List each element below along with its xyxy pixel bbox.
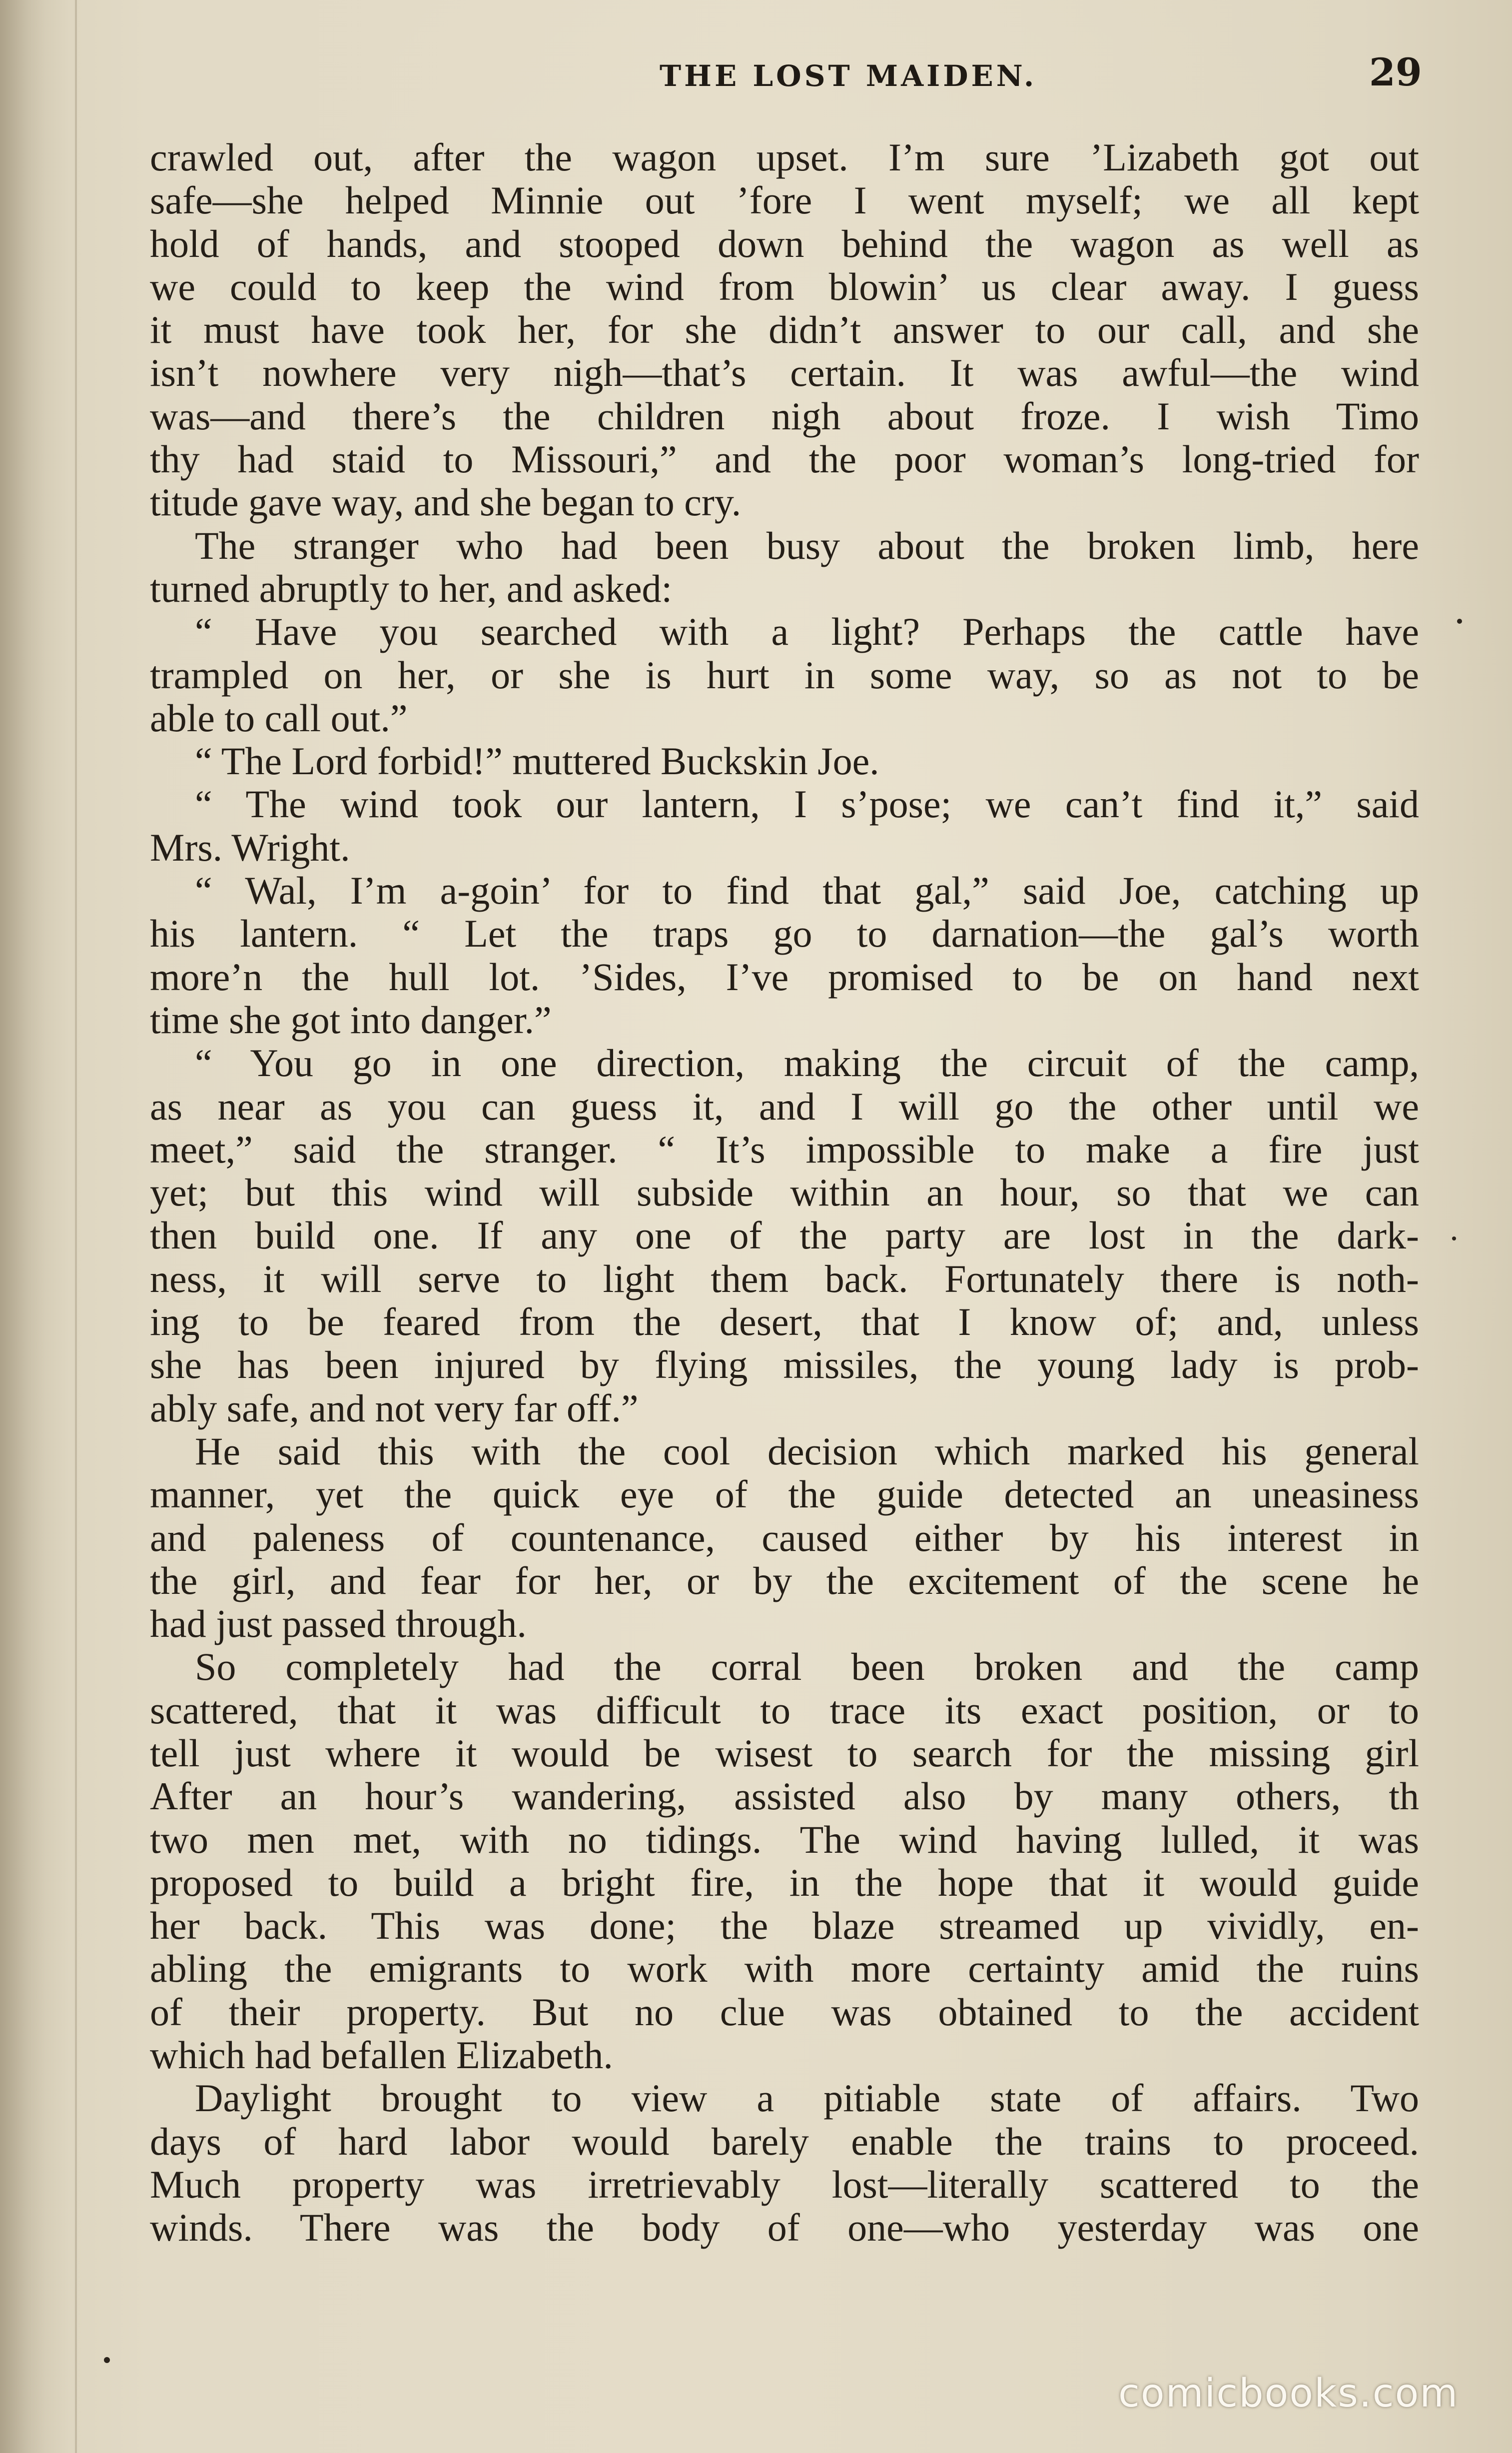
text-line: two men met, with no tidings. The wind having lulled, it was: [150, 1817, 1419, 1861]
text-line: titude gave way, and she began to cry.: [150, 480, 742, 524]
text-line: “ Wal, I’m a-goin’ for to find that gal,” said Joe, catching up: [195, 869, 1419, 913]
text-line: her back. This was done; the blaze streamed up vividly, en-: [150, 1904, 1419, 1948]
text-line: isn’t nowhere very nigh—that’s certain. It was awful—the wind: [150, 351, 1419, 395]
binding-shadow: [0, 0, 70, 2453]
page-fold: [75, 0, 77, 2453]
text-line: The stranger who had been busy about the broken limb, here: [195, 523, 1419, 567]
running-head: THE LOST MAIDEN.: [660, 59, 1037, 93]
text-line: yet; but this wind will subside within an hour, so that we can: [150, 1171, 1419, 1215]
ink-speck: [104, 2357, 110, 2363]
text-line: then build one. If any one of the party are lost in the dark-: [150, 1214, 1419, 1257]
text-line: After an hour’s wandering, assisted also by many others, th: [150, 1774, 1419, 1818]
text-line: able to call out.”: [150, 696, 408, 740]
text-line: as near as you can guess it, and I will go the other until we: [150, 1084, 1419, 1128]
text-line: turned abruptly to her, and asked:: [150, 566, 673, 610]
text-line: his lantern. “ Let the traps go to darnation—the gal’s worth: [150, 912, 1419, 956]
body-text: [150, 136, 1419, 2250]
watermark-logo: comicbooks.com: [1118, 2371, 1459, 2416]
text-line: hold of hands, and stooped down behind the wagon as well as: [150, 221, 1419, 265]
text-line: safe—she helped Minnie out ’fore I went myself; we all kept: [150, 178, 1419, 222]
text-line: “ The Lord forbid!” muttered Buckskin Joe.: [195, 739, 879, 783]
text-line: meet,” said the stranger. “ It’s impossible to make a fire just: [150, 1127, 1419, 1171]
text-line: proposed to build a bright fire, in the hope that it would guide: [150, 1860, 1419, 1904]
ink-speck: [1457, 619, 1462, 624]
text-line: winds. There was the body of one—who yesterday was one: [150, 2206, 1419, 2250]
text-line: “ The wind took our lantern, I s’pose; we can’t find it,” said: [195, 782, 1419, 826]
text-line: it must have took her, for she didn’t answer to our call, and she: [150, 308, 1419, 352]
text-line: thy had staid to Missouri,” and the poor woman’s long-tried for: [150, 437, 1419, 481]
text-line: manner, yet the quick eye of the guide detected an uneasiness: [150, 1472, 1419, 1516]
text-line: abling the emigrants to work with more certainty amid the ruins: [150, 1947, 1419, 1991]
text-line: ness, it will serve to light them back. Fortunately there is noth-: [150, 1256, 1419, 1300]
text-line: had just passed through.: [150, 1602, 527, 1646]
text-line: was—and there’s the children nigh about froze. I wish Timo: [150, 394, 1419, 438]
text-line: more’n the hull lot. ’Sides, I’ve promised to be on hand next: [150, 955, 1419, 999]
text-line: which had befallen Elizabeth.: [150, 2033, 613, 2077]
text-line: “ Have you searched with a light? Perhaps the cattle have: [195, 610, 1419, 654]
text-line: Much property was irretrievably lost—literally scattered to the: [150, 2162, 1419, 2206]
text-line: Mrs. Wright.: [150, 825, 350, 869]
text-line: trampled on her, or she is hurt in some way, so as not to be: [150, 653, 1419, 697]
text-line: days of hard labor would barely enable the trains to proceed.: [150, 2119, 1419, 2163]
text-line: crawled out, after the wagon upset. I’m sure ’Lizabeth got out: [150, 135, 1419, 179]
text-line: we could to keep the wind from blowin’ us clear away. I guess: [150, 264, 1419, 308]
text-line: scattered, that it was difficult to trace its exact position, or to: [150, 1688, 1419, 1732]
text-line: she has been injured by flying missiles, the young lady is prob-: [150, 1343, 1419, 1387]
ink-speck: [1452, 1236, 1456, 1240]
text-line: and paleness of countenance, caused either by his interest in: [150, 1515, 1419, 1559]
text-line: ing to be feared from the desert, that I know of; and, unless: [150, 1300, 1419, 1344]
text-line: “ You go in one direction, making the circuit of the camp,: [195, 1041, 1419, 1085]
text-line: of their property. But no clue was obtained to the accident: [150, 1990, 1419, 2034]
text-line: So completely had the corral been broken and the camp: [195, 1645, 1419, 1689]
text-line: tell just where it would be wisest to search for the missing girl: [150, 1731, 1419, 1775]
text-line: ably safe, and not very far off.”: [150, 1386, 639, 1430]
page-number: 29: [1369, 50, 1422, 94]
text-line: Daylight brought to view a pitiable state of affairs. Two: [195, 2076, 1419, 2120]
text-line: the girl, and fear for her, or by the excitement of the scene he: [150, 1558, 1419, 1602]
text-line: He said this with the cool decision which marked his general: [195, 1429, 1419, 1473]
text-line: time she got into danger.”: [150, 998, 552, 1042]
